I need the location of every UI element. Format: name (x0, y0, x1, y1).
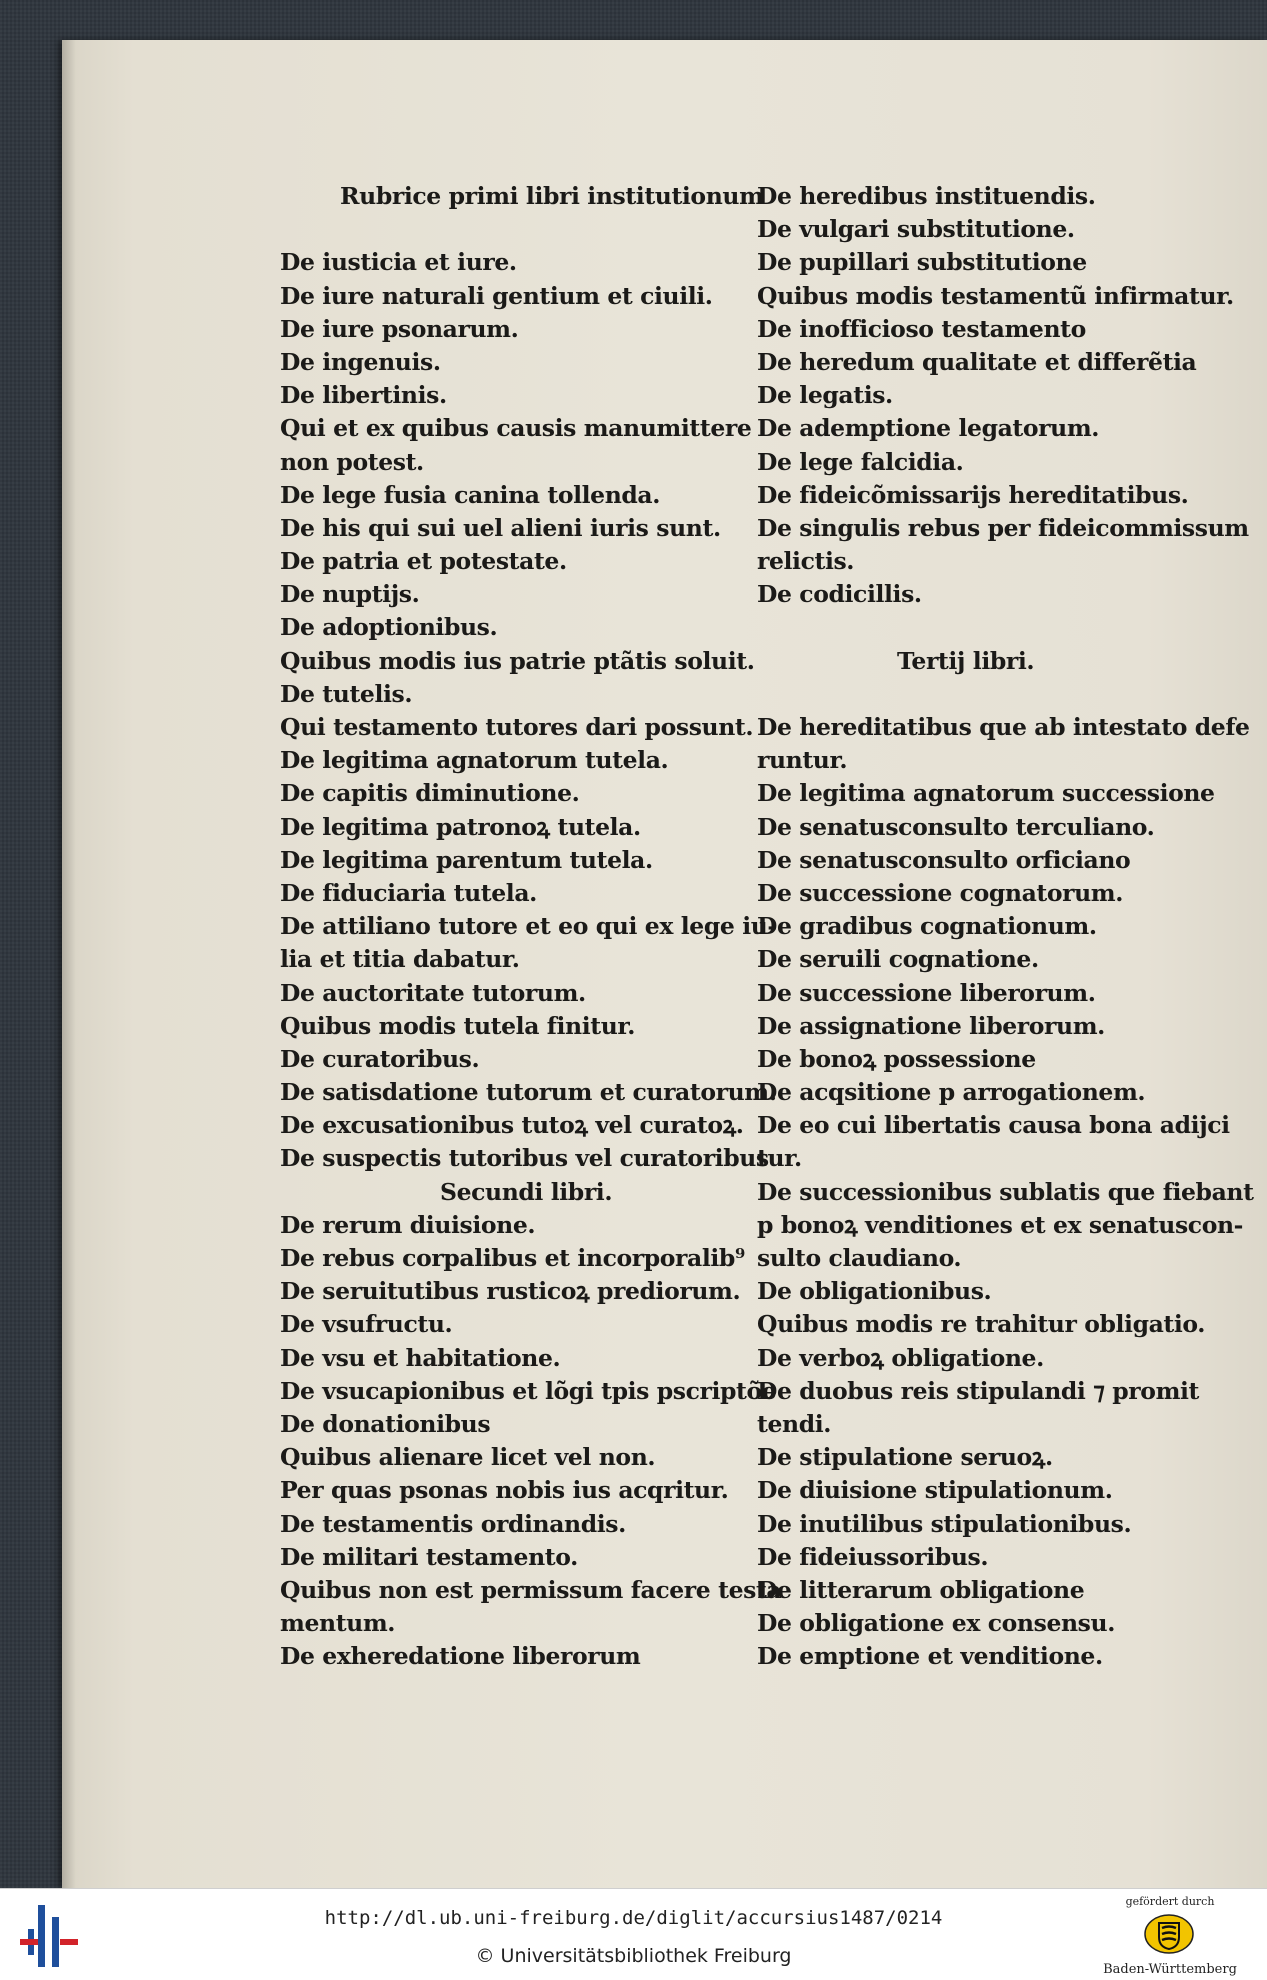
rubric-line: Quibus non est permissum facere testa (280, 1575, 782, 1604)
rubric-line: De libertinis. (280, 381, 447, 410)
rubric-line: De successionibus sublatis que fiebant (757, 1177, 1254, 1206)
third-book-rubric-list (757, 711, 1254, 1673)
right-text-column (757, 180, 1254, 1673)
viewer-footer (0, 1888, 1267, 1980)
rubric-line: De lege fusia canina tollenda. (280, 480, 661, 509)
first-book-rubric-list (280, 246, 777, 1175)
rubric-line: Quibus modis testamentũ infirmatur. (757, 281, 1234, 310)
rubric-line: De legitima agnatorum tutela. (280, 746, 669, 775)
page-gutter-shadow (62, 40, 76, 1888)
second-book-rubric-list (280, 1209, 782, 1674)
rubric-line: tur. (757, 1144, 802, 1173)
rubric-line: De verboꝝ obligatione. (757, 1343, 1044, 1372)
rubric-line: De excusationibus tutoꝝ vel curatoꝝ. (280, 1111, 744, 1140)
rubric-line: De vulgari substitutione. (757, 215, 1075, 244)
rubric-line: De obligationibus. (757, 1277, 992, 1306)
second-book-heading: Secundi libri. (440, 1177, 613, 1206)
rubric-line: De legitima patronoꝝ tutela. (280, 812, 641, 841)
first-book-heading: Rubrice primi libri institutionum (340, 182, 764, 210)
rubric-line: Qui testamento tutores dari possunt. (280, 713, 754, 741)
rubric-line: De legitima agnatorum successione (757, 779, 1215, 808)
rubric-line: De patria et potestate. (280, 547, 567, 576)
state-crest-icon (1143, 1913, 1195, 1955)
rubric-line: De rerum diuisione. (280, 1210, 536, 1239)
rubric-line: De stipulatione seruoꝝ. (757, 1443, 1053, 1472)
rubric-line: Per quas psonas nobis ius acqritur. (280, 1476, 729, 1505)
rubric-line: De diuisione stipulationum. (757, 1476, 1113, 1505)
rubric-line: mentum. (280, 1609, 396, 1638)
rubric-line: De exheredatione liberorum (280, 1642, 641, 1671)
rubric-line: De lege falcidia. (757, 447, 964, 476)
rubric-line: De testamentis ordinandis. (280, 1509, 626, 1538)
rubric-line: De nuptijs. (280, 580, 420, 609)
rubric-line: De acqsitione p arrogationem. (757, 1078, 1146, 1107)
rubric-line: relictis. (757, 547, 855, 576)
rubric-line: De gradibus cognationum. (757, 912, 1097, 941)
section-spacer (757, 611, 1207, 644)
rubric-line: De tutelis. (280, 679, 413, 708)
second-book-rubric-list-continued (757, 180, 1249, 611)
rubric-line: De rebus corpalibus et incorporalib⁹ (280, 1244, 745, 1272)
rubric-line: De iusticia et iure. (280, 248, 517, 277)
third-book-heading: Tertij libri. (897, 646, 1035, 675)
rubric-line: De suspectis tutoribus vel curatoribus (280, 1144, 769, 1173)
rubric-line: De ingenuis. (280, 347, 441, 376)
rubric-line: De obligatione ex consensu. (757, 1609, 1115, 1638)
rubric-line: De adoptionibus. (280, 613, 498, 642)
left-text-column (280, 180, 782, 1673)
rubric-line: tendi. (757, 1409, 832, 1438)
rubric-line: De singulis rebus per fideicommissum (757, 513, 1249, 542)
rubric-line: De assignatione liberorum. (757, 1011, 1105, 1040)
rubric-line: De donationibus (280, 1409, 491, 1438)
rubric-line: Qui et ex quibus causis manumittere (280, 414, 752, 443)
rubric-line: lia et titia dabatur. (280, 945, 520, 974)
rubric-line: De emptione et venditione. (757, 1642, 1103, 1671)
rubric-line: sulto claudiano. (757, 1244, 962, 1272)
rubric-line: De senatusconsulto orficiano (757, 845, 1131, 874)
rubric-line: De attiliano tutore et eo qui ex lege iu- (280, 912, 777, 941)
document-url[interactable]: http://dl.ub.uni-freiburg.de/diglit/accursius1487/0214 (324, 1907, 943, 1929)
rubric-line: Quibus modis re trahitur obligatio. (757, 1310, 1206, 1339)
rubric-line: De auctoritate tutorum. (280, 978, 586, 1007)
rubric-line: De hereditatibus que ab intestato defe (757, 713, 1250, 741)
rubric-line: De bonoꝝ possessione (757, 1044, 1036, 1073)
rubric-line: De litterarum obligatione (757, 1575, 1085, 1604)
rubric-line: De vsu et habitatione. (280, 1343, 561, 1372)
rubric-line: non potest. (280, 447, 424, 476)
rubric-line: De fiduciaria tutela. (280, 878, 537, 907)
section-spacer (757, 678, 1207, 711)
rubric-line: De fideiussoribus. (757, 1542, 989, 1571)
rubric-line: De senatusconsulto terculiano. (757, 812, 1155, 841)
rubric-line: Quibus modis tutela finitur. (280, 1011, 636, 1040)
rubric-line: De heredum qualitate et differẽtia (757, 347, 1197, 376)
rubric-line: De militari testamento. (280, 1542, 578, 1571)
rubric-line: De heredibus instituendis. (757, 182, 1096, 210)
heading-spacer (280, 213, 720, 246)
rubric-line: De vsufructu. (280, 1310, 453, 1339)
rubric-line: De seruitutibus rusticoꝝ prediorum. (280, 1277, 741, 1306)
rubric-line: De ademptione legatorum. (757, 414, 1100, 443)
rubric-line: De codicillis. (757, 580, 922, 609)
rubric-line: De seruili cognatione. (757, 945, 1039, 974)
rubric-line: De successione liberorum. (757, 978, 1096, 1007)
rubric-line: De iure psonarum. (280, 314, 519, 343)
sponsor-name: Baden-Württemberg (1103, 1962, 1237, 1977)
rubric-line: De inofficioso testamento (757, 314, 1086, 343)
rubric-line: De eo cui libertatis causa bona adijci (757, 1111, 1230, 1140)
rubric-line: De capitis diminutione. (280, 779, 580, 808)
rubric-line: De fideicõmissarijs hereditatibus. (757, 480, 1189, 509)
rubric-line: De duobus reis stipulandi ⁊ promit (757, 1376, 1200, 1405)
rubric-line: p bonoꝝ venditiones et ex senatuscon- (757, 1210, 1244, 1239)
rubric-line: De successione cognatorum. (757, 878, 1124, 907)
rubric-line: De legitima parentum tutela. (280, 845, 653, 874)
rubric-line: De pupillari substitutione (757, 248, 1087, 277)
copyright-notice: © Universitätsbibliothek Freiburg (475, 1945, 792, 1967)
rubric-line: De legatis. (757, 381, 893, 410)
rubric-line: Quibus modis ius patrie ptãtis soluit. (280, 646, 755, 675)
rubric-line: Quibus alienare licet vel non. (280, 1443, 656, 1472)
rubric-line: De vsucapionibus et lõgi tpis pscriptõe (280, 1376, 777, 1405)
rubric-line: runtur. (757, 746, 848, 775)
rubric-line: De his qui sui uel alieni iuris sunt. (280, 513, 721, 542)
sponsor-caption: gefördert durch (1125, 1895, 1215, 1908)
sponsor-block (1085, 1895, 1255, 1977)
rubric-line: De inutilibus stipulationibus. (757, 1509, 1132, 1538)
rubric-line: De curatoribus. (280, 1044, 480, 1073)
rubric-line: De satisdatione tutorum et curatorum. (280, 1078, 777, 1107)
rubric-line: De iure naturali gentium et ciuili. (280, 281, 713, 310)
